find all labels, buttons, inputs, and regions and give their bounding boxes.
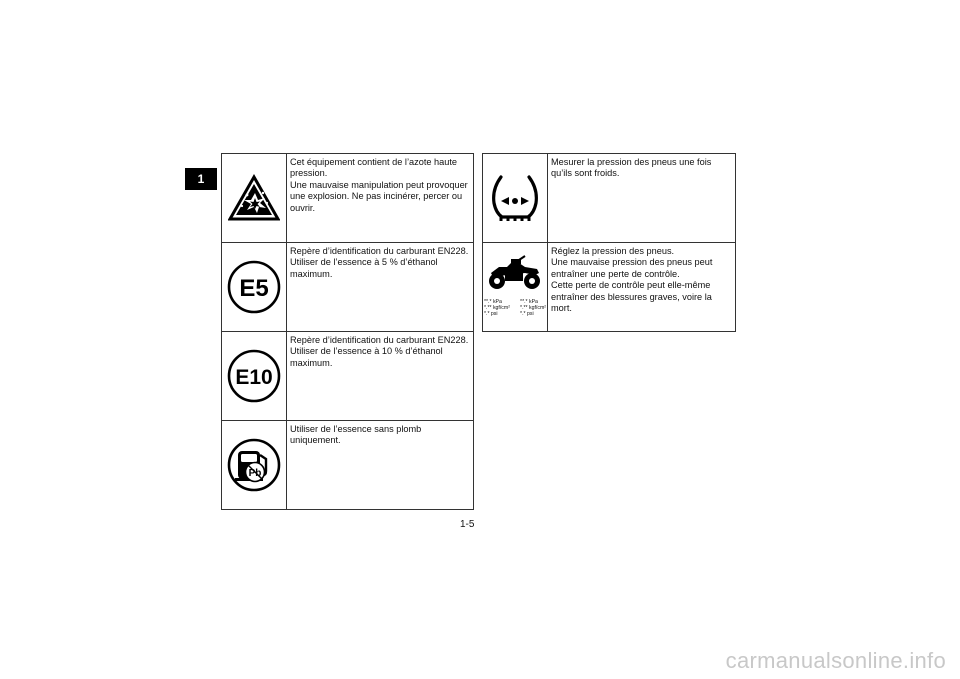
e5-icon-text: E5 [239,275,269,302]
pb-icon-text: Pb [248,468,262,479]
label-row [221,331,474,421]
row-text: Utiliser de l’essence sans plomb uniquement. [290,424,422,446]
row-text: Cet équipement contient de l’azote haute pression. Une mauvaise manipulation peut provoquer une explosion. Ne pas incinérer, percer ou ouvrir. [290,157,468,213]
e10-fuel-icon [222,332,287,420]
label-table-left [221,153,474,510]
label-row [482,242,736,332]
tire-pressure-values [484,299,546,317]
row-text: Mesurer la pression des pneus une fois qu’ils sont froids. [551,157,712,179]
page-number: 1-5 [460,519,475,530]
row-text: Repère d’identification du carburant EN228. Utiliser de l’essence à 10 % d’éthanol maximum. [290,335,469,368]
label-row [221,242,474,332]
tire-pressure-icon [483,154,548,242]
row-text: Repère d’identification du carburant EN228. Utiliser de l’essence à 5 % d’éthanol maximum. [290,246,469,279]
explosion-warning-icon [222,154,287,242]
atv-tire-pressure-icon [483,243,548,331]
chapter-tab: 1 [185,168,217,190]
label-row [482,153,736,243]
e10-icon-text: E10 [235,366,273,389]
rear-tire-pressure: **.* kPa *.** kgf/cm² *.* psi [520,299,546,317]
label-row [221,420,474,510]
front-tire-pressure: **.* kPa *.** kgf/cm² *.* psi [484,299,510,317]
watermark: carmanualsonline.info [725,648,946,673]
row-text: Réglez la pression des pneus. Une mauvaise pression des pneus peut entraîner une perte de contrôle. Cette perte de contrôle peut elle-même entraîner des blessures graves, voire la mort. [551,246,713,314]
label-table-right [482,153,736,332]
e5-fuel-icon [222,243,287,331]
label-row [221,153,474,243]
unleaded-fuel-icon [222,421,287,509]
